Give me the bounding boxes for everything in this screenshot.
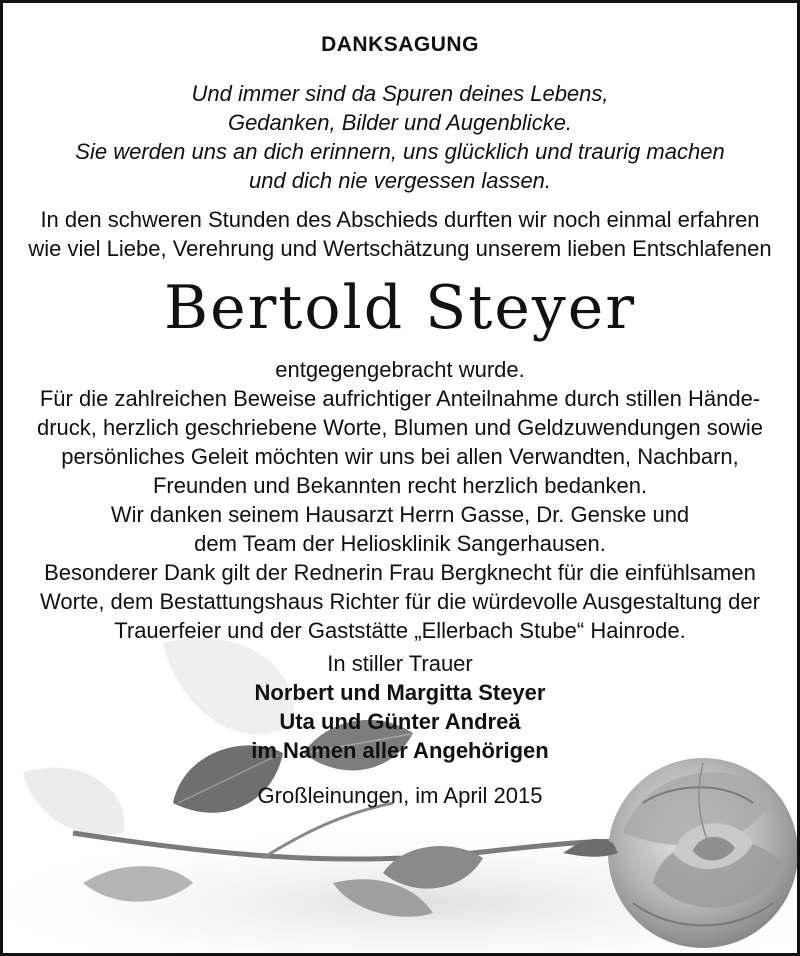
body-line: Für die zahlreichen Beweise aufrichtiger Anteilnahme durch stillen Hände- <box>39 386 761 411</box>
body-line: Besonderer Dank gilt der Rednerin Frau Bergknecht für die einfühlsamen <box>44 560 756 585</box>
intro-text <box>3 205 797 263</box>
poem-line: Sie werden uns an dich erinnern, uns glücklich und traurig machen <box>75 139 725 164</box>
poem <box>3 79 797 195</box>
signature-name: Norbert und Margitta Steyer <box>254 680 546 705</box>
place-date: Großleinungen, im April 2015 <box>257 783 543 808</box>
intro-line: In den schweren Stunden des Abschieds durften wir noch einmal erfahren <box>40 207 760 232</box>
body-line: Trauerfeier und der Gaststätte „Ellerbach Stube“ Hainrode. <box>114 618 686 643</box>
poem-line: und dich nie vergessen lassen. <box>248 168 552 193</box>
body-line: Freunden und Bekannten recht herzlich bedanken. <box>152 473 648 498</box>
body-line: entgegengebracht wurde. <box>275 357 525 382</box>
body-line: druck, herzlich geschriebene Worte, Blumen und Geldzuwendungen sowie <box>36 415 763 440</box>
heading: DANKSAGUNG <box>321 33 479 56</box>
signature-block <box>3 649 797 765</box>
body-line: Worte, dem Bestattungshaus Richter für die würdevolle Ausgestaltung der <box>40 589 760 614</box>
body-line: Wir danken seinem Hausarzt Herrn Gasse, Dr. Genske und <box>110 502 690 527</box>
poem-line: Gedanken, Bilder und Augenblicke. <box>227 110 573 135</box>
deceased-name: Bertold Steyer <box>164 273 636 343</box>
signature-name: im Namen aller Angehörigen <box>251 738 549 763</box>
body-text <box>3 355 797 645</box>
signature-intro: In stiller Trauer <box>327 651 473 676</box>
poem-line: Und immer sind da Spuren deines Lebens, <box>191 81 609 106</box>
intro-line: wie viel Liebe, Verehrung und Wertschätzung unserem lieben Entschlafenen <box>28 236 772 261</box>
body-line: dem Team der Heliosklinik Sangerhausen. <box>194 531 606 556</box>
body-line: persönliches Geleit möchten wir uns bei allen Verwandten, Nachbarn, <box>61 444 739 469</box>
signature-name: Uta und Günter Andreä <box>279 709 521 734</box>
